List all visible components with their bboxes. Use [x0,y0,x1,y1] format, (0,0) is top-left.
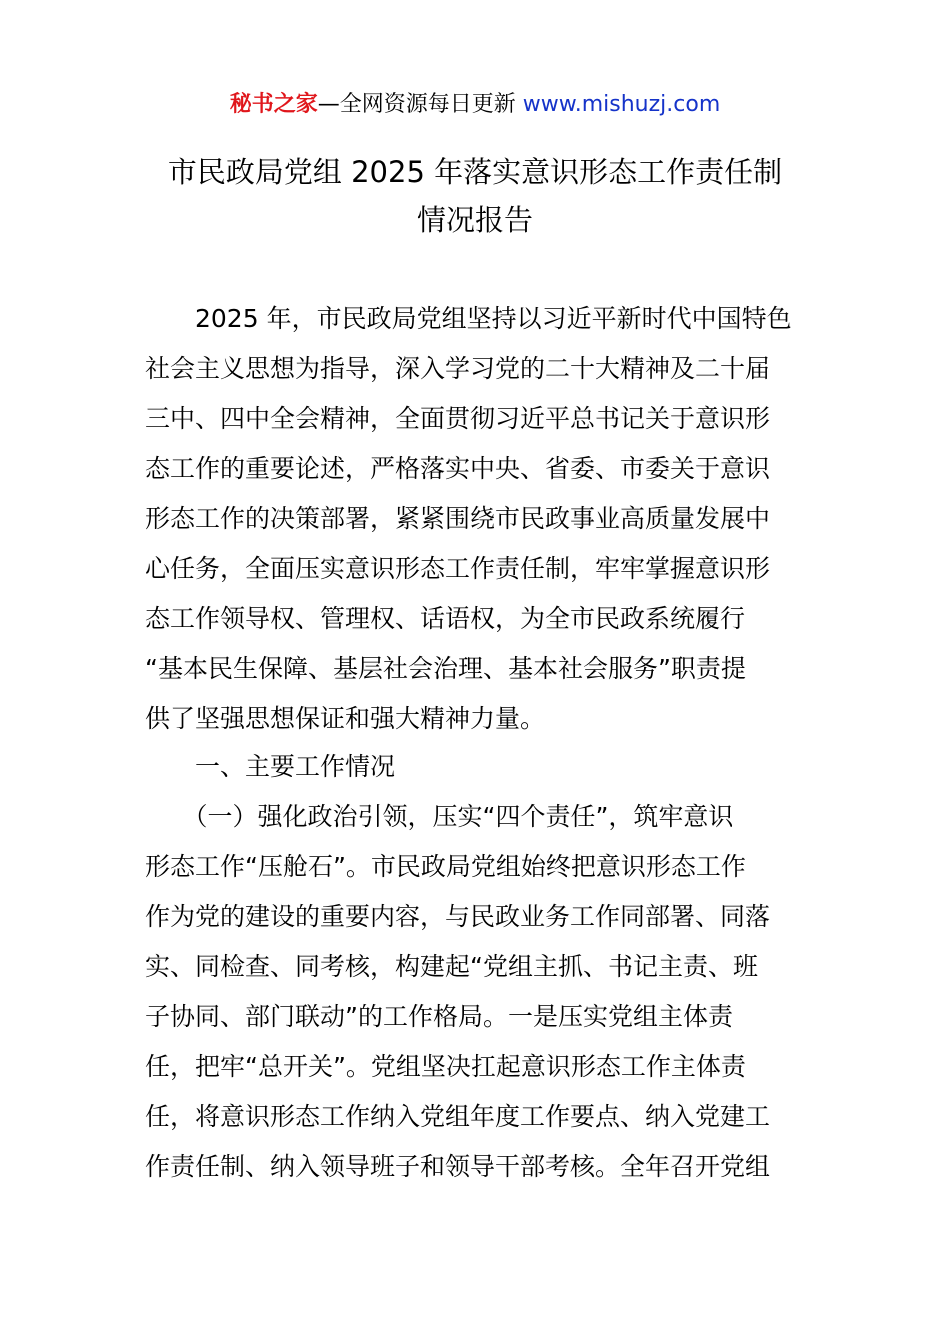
paragraph-line: 2025 年，市民政局党组坚持以习近平新时代中国特色 [145,304,792,333]
paragraph-line: 作为党的建设的重要内容，与民政业务工作同部署、同落 [145,902,771,931]
section-paragraph [145,792,815,1192]
site-header [0,88,950,122]
paragraph-line: 态工作领导权、管理权、话语权，为全市民政系统履行 [145,604,746,633]
paragraph-line: 形态工作的决策部署，紧紧围绕市民政事业高质量发展中 [145,504,771,533]
intro-paragraph [145,294,815,744]
section-heading-text: 一、主要工作情况 [145,752,396,781]
paragraph-line: 任，将意识形态工作纳入党组年度工作要点、纳入党建工 [145,1102,771,1131]
paragraph-line: 心任务，全面压实意识形态工作责任制，牢牢掌握意识形 [145,554,771,583]
paragraph-line: 形态工作“压舱石”。市民政局党组始终把意识形态工作 [145,852,746,881]
paragraph-line: 实、同检查、同考核，构建起“党组主抓、书记主责、班 [145,952,758,981]
document-title [100,148,850,244]
title-line-2: 情况报告 [416,203,533,237]
title-line-1: 市民政局党组 2025 年落实意识形态工作责任制 [167,155,783,189]
site-url-link[interactable]: www.mishuzj.com [522,92,721,117]
paragraph-line: 态工作的重要论述，严格落实中央、省委、市委关于意识 [145,454,771,483]
paragraph-line: 任，把牢“总开关”。党组坚决扛起意识形态工作主体责 [145,1052,746,1081]
section-heading [145,742,815,792]
paragraph-line: 供了坚强思想保证和强大精神力量。 [145,704,546,733]
paragraph-line: 子协同、部门联动”的工作格局。一是压实党组主体责 [145,1002,733,1031]
paragraph-line: （一）强化政治引领，压实“四个责任”，筑牢意识 [145,802,734,831]
paragraph-line: “基本民生保障、基层社会治理、基本社会服务”职责提 [145,654,746,683]
paragraph-line: 三中、四中全会精神，全面贯彻习近平总书记关于意识形 [145,404,771,433]
paragraph-line: 作责任制、纳入领导班子和领导干部考核。全年召开党组 [145,1152,771,1181]
site-brand: 秘书之家 [229,92,318,117]
paragraph-line: 社会主义思想为指导，深入学习党的二十大精神及二十届 [145,354,771,383]
site-tagline: —全网资源每日更新 [317,92,516,117]
